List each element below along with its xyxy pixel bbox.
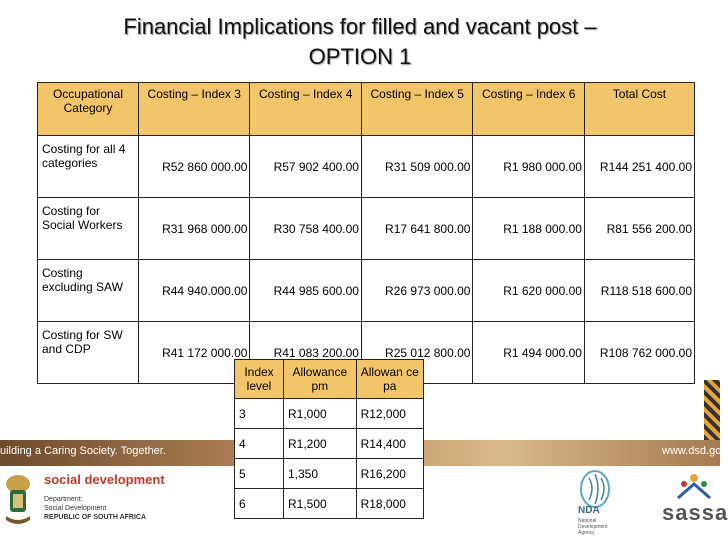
table-cell: R12,000: [356, 399, 423, 429]
table-cell: R1,200: [284, 429, 357, 459]
sd-name: social development: [44, 472, 165, 487]
table-cell: R30 758 400.00: [250, 198, 361, 260]
table-cell: R118 518 600.00: [584, 260, 694, 322]
table-row: [235, 459, 424, 489]
table-cell: Costing for Social Workers: [38, 198, 139, 260]
table-cell: R108 762 000.00: [584, 322, 694, 384]
header-cell: Index level: [235, 360, 284, 399]
decorative-strip: [704, 380, 720, 440]
header-cell: Costing – Index 6: [473, 83, 584, 136]
table-cell: 4: [235, 429, 284, 459]
table-cell: 5: [235, 459, 284, 489]
table-cell: R17 641 800.00: [361, 198, 472, 260]
sd-line-1: Department:: [44, 496, 83, 503]
header-row: [235, 360, 424, 399]
header-row: [38, 83, 695, 136]
table-cell: R31 509 000.00: [361, 136, 472, 198]
table-cell: R1 980 000.00: [473, 136, 584, 198]
table-cell: R18,000: [356, 489, 423, 519]
table-cell: R14,400: [356, 429, 423, 459]
title-line-1: Financial Implications for filled and vacant post –: [123, 14, 597, 39]
table-row: [235, 489, 424, 519]
header-cell: Allowance pm: [284, 360, 357, 399]
table-row: [38, 136, 695, 198]
table-cell: R16,200: [356, 459, 423, 489]
title-line-2: OPTION 1: [308, 44, 412, 69]
nda-name: NDA: [578, 505, 600, 516]
table-cell: R1,000: [284, 399, 357, 429]
header-cell: Costing – Index 5: [361, 83, 472, 136]
table-row: [38, 198, 695, 260]
table-row: [235, 429, 424, 459]
header-cell: Occupational Category: [38, 83, 139, 136]
table-cell: R57 902 400.00: [250, 136, 361, 198]
header-cell: Total Cost: [584, 83, 694, 136]
table-cell: 1,350: [284, 459, 357, 489]
table-cell: R25 012 800.00: [361, 322, 472, 384]
table-cell: R44 940.000.00: [139, 260, 250, 322]
table-row: [38, 260, 695, 322]
header-cell: Costing – Index 4: [250, 83, 361, 136]
nda-logo-icon: [575, 468, 615, 510]
table-cell: R1 188 000.00: [473, 198, 584, 260]
page-title: [40, 12, 680, 72]
header-cell: Costing – Index 3: [139, 83, 250, 136]
table-cell: R41 083 200.00: [250, 322, 361, 384]
table-cell: R26 973 000.00: [361, 260, 472, 322]
table-cell: R41 172 000.00: [139, 322, 250, 384]
sd-line-2: Social Development: [44, 505, 107, 512]
table-row: [235, 399, 424, 429]
index-table: [234, 359, 424, 519]
table-cell: R144 251 400.00: [584, 136, 694, 198]
band-url: www.dsd.gov: [662, 445, 727, 457]
financial-table: [37, 82, 695, 384]
table-cell: 6: [235, 489, 284, 519]
sassa-name: sassa: [662, 500, 728, 525]
table-cell: Costing for all 4 categories: [38, 136, 139, 198]
table-cell: R1,500: [284, 489, 357, 519]
table-cell: Costing for SW and CDP: [38, 322, 139, 384]
table-cell: R81 556 200.00: [584, 198, 694, 260]
table-cell: R44 985 600.00: [250, 260, 361, 322]
table-cell: R31 968 000.00: [139, 198, 250, 260]
band-slogan: uilding a Caring Society. Together.: [0, 445, 166, 457]
sd-line-3: REPUBLIC OF SOUTH AFRICA: [44, 514, 147, 521]
nda-sub: National Development Agency: [578, 518, 608, 536]
table-cell: 3: [235, 399, 284, 429]
header-cell: Allowan ce pa: [356, 360, 423, 399]
sassa-logo-icon: [672, 470, 716, 502]
table-cell: R1 620 000.00: [473, 260, 584, 322]
coat-of-arms-icon: [2, 470, 34, 528]
table-cell: R52 860 000.00: [139, 136, 250, 198]
table-cell: R1 494 000.00: [473, 322, 584, 384]
table-cell: Costing excluding SAW: [38, 260, 139, 322]
